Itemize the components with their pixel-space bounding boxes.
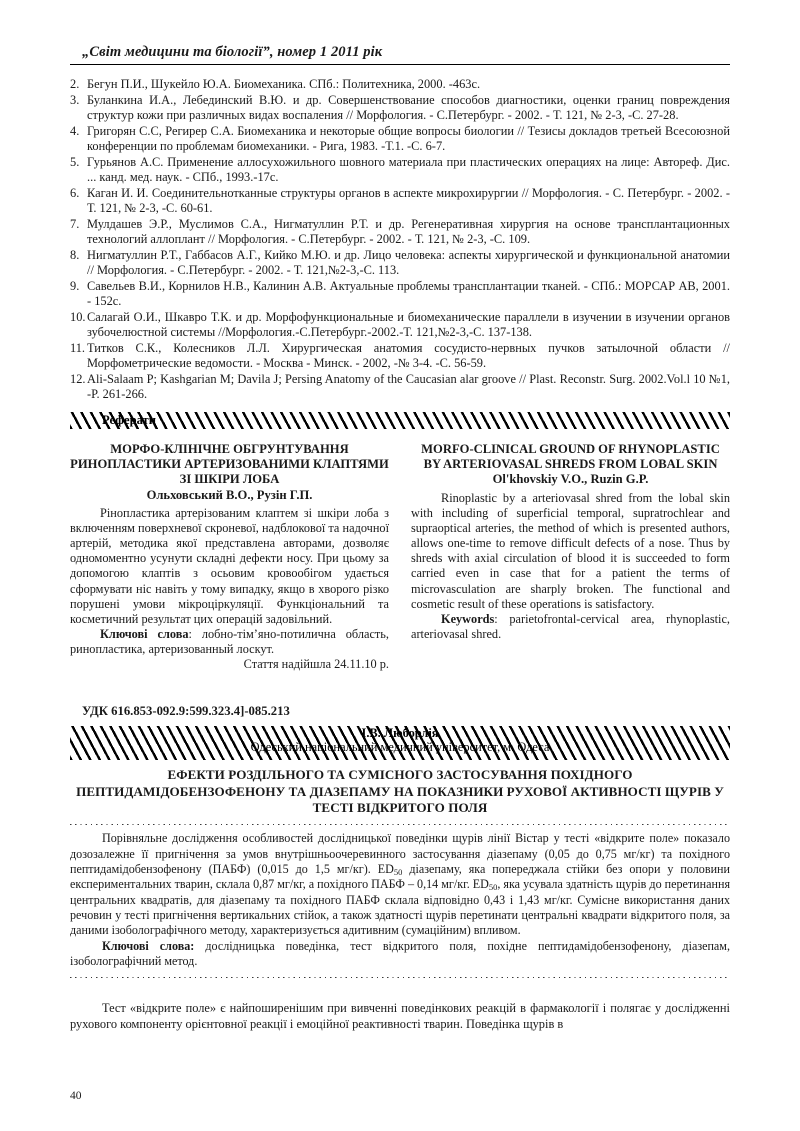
- reference-list: [70, 77, 730, 402]
- reference-item: [70, 341, 730, 372]
- reference-number: 4.: [70, 123, 80, 138]
- reference-item: [70, 279, 730, 310]
- reference-number: 10.: [70, 309, 86, 324]
- reference-text: Савельев В.И., Корнилов Н.В., Калинин А.В. Актуальные проблемы трансплантации тканей. - СПб.: МОРСАР АВ, 2001. - 152с.: [87, 278, 730, 308]
- reference-number: 12.: [70, 371, 86, 386]
- article-title: ЕФЕКТИ РОЗДІЛЬНОГО ТА СУМІСНОГО ЗАСТОСУВАННЯ ПОХІДНОГО ПЕПТИДАМІДОБЕНЗОФЕНОНУ ТА ДІАЗЕПАМУ НА ПОКАЗНИКИ РУХОВОЇ АКТИВНОСТІ ЩУРІВ У ТЕСТІ ВІДКРИТОГО ПОЛЯ: [76, 767, 724, 816]
- abstract-uk-body: Рінопластика артерізованим клаптем зі шкіри лоба з включенням поверхневої скроневої, надблокової та надочної артерій, методика якої представлена авторами, дозволяє одномоментно усунути складні дефекти носу. При цьому за допомогою клаптів з осьовим кровообігом удається сформувати ніс навіть у тому випадку, якщо в хворого різко порушені умови мікроціркуляції. Функціональний та косметичний результат цих операцій задовільний.: [70, 505, 389, 626]
- abstract-en-keywords-text: : parietofrontal-cervical area, rhynoplastic, arteriovasal shred.: [411, 611, 730, 642]
- reference-text: Буланкина И.А., Лебединский В.Ю. и др. Совершенствование способов диагностики, оценки границ повреждения структур кожи при различных видах воспаления // Морфология. - С.Петербург. - 2002. - Т. 121, № 2-3, -С. 27-28.: [87, 92, 730, 122]
- article-author-banner: [70, 726, 730, 760]
- ed50-subscript-2: 50: [488, 882, 498, 893]
- reference-number: 6.: [70, 185, 80, 200]
- article-keywords-label: Ключові слова:: [102, 938, 195, 953]
- abstract-uk-keywords-label: Ключові слова: [100, 627, 189, 642]
- reference-text: Григорян С.С, Регирер С.А. Биомеханика и некоторые общие вопросы биологии // Тезисы докладов третьей Всесоюзной конференции по проблемам биомеханики. - Рига, 1983. -Т.1. -С. 6-7.: [87, 123, 730, 153]
- abstract-uk-title: МОРФО-КЛІНІЧНЕ ОБГРУНТУВАННЯ РИНОПЛАСТИКИ АРТЕРИЗОВАНИМИ КЛАПТЯМИ ЗІ ШКІРИ ЛОБА: [70, 442, 389, 487]
- reference-item: [70, 310, 730, 341]
- abstract-uk-received: Стаття надійшла 24.11.10 р.: [243, 657, 389, 672]
- dotted-divider-top: [70, 821, 730, 828]
- reference-number: 8.: [70, 247, 80, 262]
- dotted-divider-bottom: [70, 974, 730, 981]
- reference-text: Мулдашев Э.Р., Муслимов С.А., Нигматуллин Р.Т. и др. Регенеративная хирургия на основе трансплантационных технологий аллоплант // Морфология. - С.Петербург. - 2002. - Т. 121, № 2-3, -С. 109.: [87, 216, 730, 246]
- reference-text: Каган И. И. Соединительнотканные структуры органов в аспекте микрохирургии // Морфология. - С. Петербург. - 2002. - Т. 121, № 2-3, -С. 60-61.: [87, 185, 730, 215]
- reference-text: Ali-Salaam P; Kashgarian M; Davila J; Persing Anatomy of the Caucasian alar groove // Plast. Reconstr. Surg. 2002.Vol.l 10 №1, -Р. 261-266.: [87, 371, 730, 401]
- abstract-en-keywords-label: Keywords: [441, 611, 495, 626]
- reference-number: 2.: [70, 77, 80, 91]
- ed50-subscript-1: 50: [393, 866, 403, 877]
- article-author: І.В. Люборлія: [361, 726, 439, 741]
- abstract-column-en: [411, 442, 730, 672]
- abstract-en-title: MORFO-CLINICAL GROUND OF RHYNOPLASTIC BY ARTERIOVASAL SHREDS FROM LOBAL SKIN: [421, 442, 720, 472]
- reference-item: [70, 372, 730, 403]
- reference-number: 5.: [70, 154, 80, 169]
- abstracts-banner-label: Реферати: [102, 413, 156, 428]
- page-number: 40: [70, 1090, 82, 1102]
- reference-number: 3.: [70, 92, 80, 107]
- reference-item: [70, 93, 730, 124]
- reference-item: [70, 124, 730, 155]
- abstracts-section-banner: [70, 412, 730, 429]
- article-abstract-part3: , яка усувала здатність щурів до перетинання центральних квадратів, для діазепаму та похідного ПАБФ склала відповідно 0,43 і 1,43 мг/кг. Сумісне використання даних речовин у тесті пригнічення вертикальних стійок, а також здатності щурів перетинати центральні квадрати відкритого поля, за даними ізобологрaфічного методу, характеризується адитивним (сумаційним) впливом.: [70, 877, 731, 938]
- reference-item: [70, 217, 730, 248]
- abstract-uk-keywords: [70, 627, 389, 657]
- running-header: „Світ медицини та біології”, номер 1 2011 рік: [70, 44, 730, 65]
- reference-number: 7.: [70, 216, 80, 231]
- abstract-uk-authors: Ольховський В.О., Рузін Г.П.: [146, 487, 313, 502]
- article-abstract: [70, 831, 730, 938]
- reference-text: Салагай О.И., Шкавро Т.К. и др. Морфофункциональные и биомеханические параллели в изучении в изучении органов зубочелюстной системы //Морфология.-С.Петербург.-2002.-Т. 121,№2-3,-С. 137-138.: [87, 309, 730, 339]
- article-keywords-text: дослідницька поведінка, тест відкритого поля, похідне пептидамідобензофенону, діазепам, ізобологрaфічний метод.: [70, 938, 730, 968]
- article-abstract-part2: діазепаму, яка попереджала стійки без опори у половини експериментальних тварин, склала 0,87 мг/кг, а похідного ПАБФ – 0,14 мг/кг. ED: [70, 861, 730, 892]
- reference-item: [70, 248, 730, 279]
- abstract-columns: [70, 442, 730, 672]
- reference-item: [70, 155, 730, 186]
- reference-text: Гурьянов А.С. Применение аллосухожильного шовного материала при пластических операциях на лице: Автореф. Дис. ... канд. мед. наук. - СПб., 1993.-17с.: [87, 154, 730, 184]
- abstract-column-uk: [70, 442, 389, 672]
- reference-number: 9.: [70, 278, 80, 293]
- abstract-en-authors: Ol'khovskiy V.O., Ruzin G.P.: [492, 472, 649, 487]
- abstract-uk-keywords-text: : лобно-тім’яно-потилична область, ринопластика, артеризованный лоскут.: [70, 627, 389, 657]
- reference-item: [70, 77, 730, 92]
- reference-text: Нигматуллин Р.Т., Габбасов А.Г., Кийко М.Ю. и др. Лицо человека: аспекты хирургической и функциональной анатомии // Морфология. - С.Петербург. - 2002. - Т. 121,№2-3,-С. 113.: [87, 247, 730, 277]
- udc-code: УДК 616.853-092.9:599.323.4]-085.213: [82, 704, 290, 719]
- reference-text: Титков С.К., Колесников Л.Л. Хирургическая анатомия сосудисто-нервных пучков затылочной области // Морфометрические ведомости. - Москва - Минск. - 2002, -№ 3-4. -С. 56-59.: [87, 340, 730, 370]
- article-body-text: Тест «відкрите поле» є найпоширенішим при вивченні поведінкових реакцій в фармакології і полягає у дослідженні рухового компоненту орієнтовної реакції і емоційної реактивності тварин. Поведінка щурів в: [70, 1001, 730, 1031]
- abstract-en-body: Rinoplastic by a arteriovasal shred from the lobal skin with including of superficial temporal, supratrochlear and supraoptical arteries, the method of which is presented authors, allows one-time to remove difficult defects of a nose. Thus by shreds with axial circulation of blood it is succeeded to form carried even in case that for a patient the terms of microvasculation are sharply broken. The functional and cosmetic result of these operations is satisfactory.: [411, 490, 730, 611]
- reference-number: 11.: [70, 340, 86, 355]
- article-affiliation: Одеський національний медичний університет, м. Одеса: [250, 740, 550, 755]
- reference-text: Бегун П.И., Шукейло Ю.А. Биомеханика. СПб.: Политехника, 2000. -463с.: [87, 77, 481, 91]
- article-abstract-part1: Порівняльне дослідження особливостей дослідницької поведінки щурів лінії Вістар у тесті «відкрите поле» показало дозозалежне її пригнічення за умов внутрішньоочеревинного застосування діазепаму (0,05 до 0,75 мг/кг) та похідного пептидамідобензофенону (ПАБФ) (0,015 до 1,5 мг/кг). ED: [70, 831, 730, 876]
- reference-item: [70, 186, 730, 217]
- article-keywords: [70, 939, 730, 969]
- abstract-en-keywords: [411, 612, 730, 642]
